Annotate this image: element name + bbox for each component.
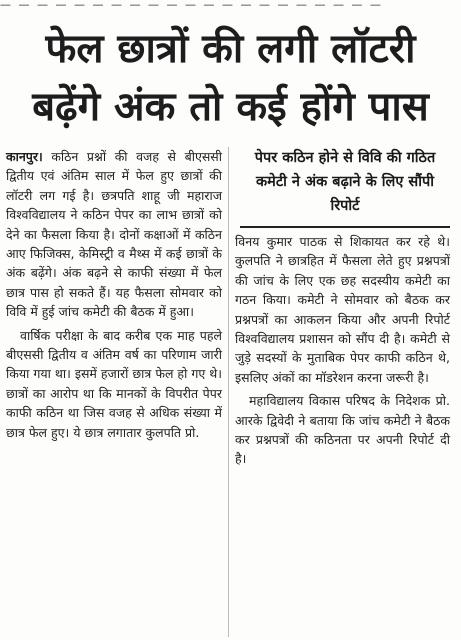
headline-line-2: बढ़ेंगे अंक तो कई होंगे पास [32, 84, 429, 130]
dateline: कानपुर। [6, 149, 43, 164]
right-paragraph-1: विनय कुमार पाठक से शिकायत कर रहे थे। कुलपति ने छात्रहित में फैसला लेते हुए प्रश्नपत्रों की जांच के लिए एक छह सदस्यीय कमेटी का गठन किया। कमेटी ने सोमवार को बैठक कर प्रश्नपत्रों का आकलन किया और अपनी रिपोर्ट विश्वविद्यालय प्रशासन को सौंप दी है। कमेटी से जुड़े सदस्यों के मुताबिक पेपर काफी कठिन थे, इसलिए अंकों का मॉडरेशन करना जरूरी है। [235, 234, 450, 385]
left-paragraph-2: वार्षिक परीक्षा के बाद करीब एक माह पहले बीएससी द्वितीय व अंतिम वर्ष का परिणाम जारी किया गया था। इसमें हजारों छात्र फेल हो गए थे। छात्रों का आरोप था कि मानकों के विपरीत पेपर काफी कठिन था जिस वजह से अधिक संख्या में छात्र फेल हुए। ये छात्र लगातार कुलपति प्रो. [6, 327, 222, 440]
right-paragraph-2: महाविद्यालय विकास परिषद के निदेशक प्रो. आरके द्विवेदी ने बताया कि जांच कमेटी ने बैठक कर प्रश्नपत्रों की कठिनता पर अपनी रिपोर्ट दी है। [235, 393, 450, 467]
left-paragraph-1-text: कठिन प्रश्नों की वजह से बीएससी द्वितीय एवं अंतिम साल में फेल हुए छात्रों की लॉटरी लग गई है। छत्रपति शाहू जी महाराज विश्वविद्यालय ने कठिन पेपर का लाभ छात्रों को देने का फैसला किया है। दोनों कक्षाओं में कठिन आए फिजिक्स, केमिस्ट्री व मैथ्स में कई छात्रों के अंक बढ़ेंगे। अंक बढ़ने से काफी संख्या में फेल छात्र पास हो सकते हैं। यह फैसला सोमवार को विवि में हुई जांच कमेटी की बैठक में हुआ। [6, 149, 222, 320]
left-paragraph-1 [6, 147, 222, 322]
article-right-column [235, 232, 450, 469]
headline-line-1: फेल छात्रों की लगी लॉटरी [45, 26, 416, 72]
cropped-top-text: — — — — — — — — — — — — — — — — — — — — — [0, 0, 383, 11]
article-left-column [6, 147, 222, 442]
column-divider [228, 147, 229, 637]
subheading-underline [240, 226, 450, 228]
subheading: पेपर कठिन होने से विवि की गठित कमेटी ने अंक बढ़ाने के लिए सौंपी रिपोर्ट [254, 150, 436, 214]
